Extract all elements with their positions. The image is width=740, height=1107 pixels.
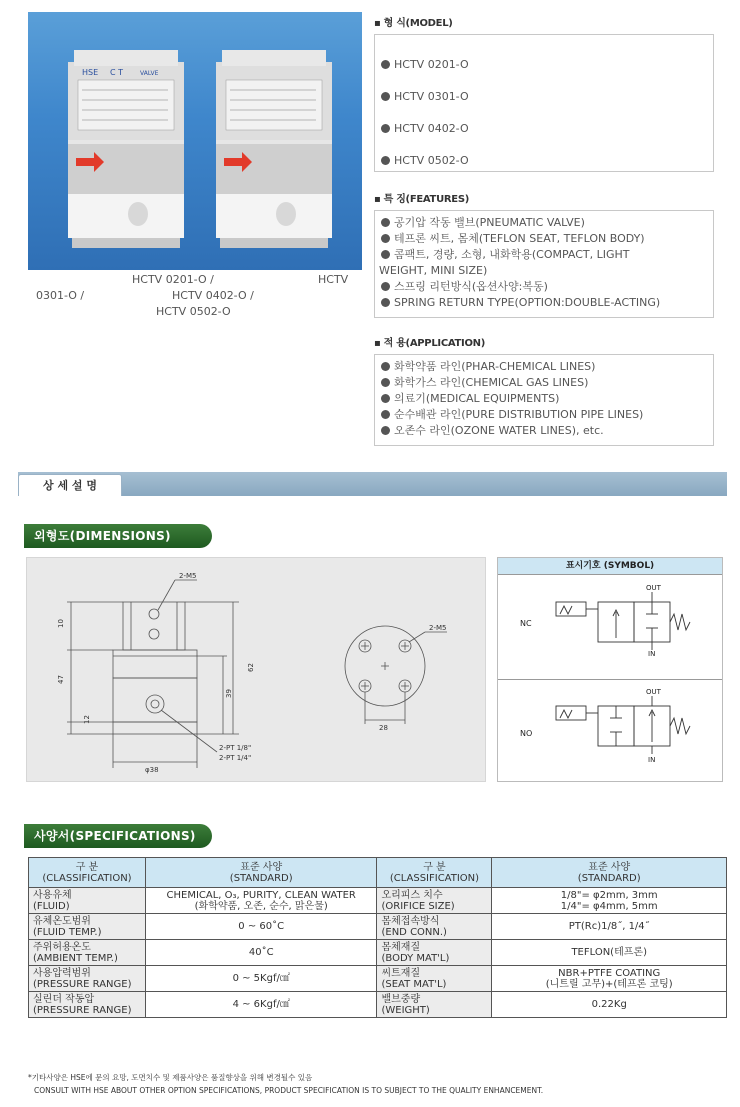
bullet-icon <box>381 378 390 387</box>
svg-text:IN: IN <box>648 756 656 764</box>
dimensions-title: 외형도(DIMENSIONS) <box>24 524 212 548</box>
model-item: HCTV 0402-O <box>381 121 469 137</box>
symbol-svg <box>498 576 722 782</box>
bullet-icon <box>381 298 390 307</box>
bullet-icon <box>381 410 390 419</box>
svg-text:NO: NO <box>520 729 533 738</box>
svg-text:10: 10 <box>57 619 65 628</box>
symbol-box <box>497 557 723 782</box>
bullet-icon <box>381 92 390 101</box>
svg-text:47: 47 <box>57 675 65 684</box>
detail-band <box>18 472 727 496</box>
feature-item: SPRING RETURN TYPE(OPTION:DOUBLE-ACTING) <box>381 295 660 311</box>
bullet-icon <box>381 60 390 69</box>
svg-text:28: 28 <box>379 724 388 732</box>
table-row: 유체온도범위 (FLUID TEMP.) 0 ~ 60˚C 몸체접속방식 (END CONN.) PT(Rc)1/8˝, 1/4˝ <box>29 914 727 940</box>
feature-item: 콤팩트, 경량, 소형, 내화학용(COMPACT, LIGHT <box>381 247 630 263</box>
bullet-icon <box>381 234 390 243</box>
caption-line2-left: 0301-O / <box>36 289 85 302</box>
application-title: ▪ 적 용(APPLICATION) <box>374 338 486 349</box>
table-header-row <box>29 858 727 888</box>
feature-item: 스프링 리턴방식(옵션사양:복동) <box>381 279 548 295</box>
model-box <box>374 34 714 172</box>
feature-item: 공기압 작동 밸브(PNEUMATIC VALVE) <box>381 215 585 231</box>
table-row: 사용압력범위 (PRESSURE RANGE) 0 ~ 5Kgf/㎠ 씨트재질 (SEAT MAT'L) NBR+PTFE COATING (니트릴 고무)+(테프론 코팅) <box>29 966 727 992</box>
product-photo <box>28 12 362 270</box>
bullet-icon <box>381 156 390 165</box>
svg-text:39: 39 <box>225 689 233 698</box>
bullet-icon <box>381 250 390 259</box>
feature-item: 테프론 씨트, 몸체(TEFLON SEAT, TEFLON BODY) <box>381 231 645 247</box>
model-title: ▪ 형 식(MODEL) <box>374 18 453 29</box>
table-row: 실린더 작동압 (PRESSURE RANGE) 4 ~ 6Kgf/㎠ 밸브중량 (WEIGHT) 0.22Kg <box>29 992 727 1018</box>
caption-line3: HCTV 0502-O <box>156 305 231 318</box>
note-korean: *기타사양은 HSE에 문의 요망, 도면치수 및 제품사양은 품질향상을 위해 변경될수 있음 <box>28 1073 313 1082</box>
svg-text:2-PT 1/4": 2-PT 1/4" <box>219 754 252 762</box>
specifications-table <box>28 857 727 1018</box>
bullet-icon <box>381 218 390 227</box>
model-item: HCTV 0301-O <box>381 89 469 105</box>
tab-detail[interactable]: 상 세 설 명 <box>18 474 122 496</box>
svg-text:62: 62 <box>247 663 255 672</box>
bullet-icon <box>381 282 390 291</box>
svg-text:2-M5: 2-M5 <box>429 624 447 632</box>
symbol-title: 표시기호 (SYMBOL) <box>498 558 722 575</box>
application-item: 의료기(MEDICAL EQUIPMENTS) <box>381 391 559 407</box>
specifications-title: 사양서(SPECIFICATIONS) <box>24 824 212 848</box>
header-classification: 구 분 (CLASSIFICATION) <box>29 858 146 888</box>
model-item: HCTV 0502-O <box>381 153 469 169</box>
svg-text:OUT: OUT <box>646 688 661 696</box>
svg-text:C T: C T <box>110 68 124 77</box>
application-item: 순수배관 라인(PURE DISTRIBUTION PIPE LINES) <box>381 407 643 423</box>
svg-text:φ38: φ38 <box>145 766 159 774</box>
svg-text:VALVE: VALVE <box>140 70 159 77</box>
svg-text:HSE: HSE <box>82 68 99 77</box>
header-classification: 구 분 (CLASSIFICATION) <box>377 858 492 888</box>
application-box <box>374 354 714 446</box>
valve-right <box>216 50 332 248</box>
application-item: 오존수 라인(OZONE WATER LINES), etc. <box>381 423 604 439</box>
caption-line2-right: HCTV 0402-O / <box>172 289 254 302</box>
bullet-icon <box>381 426 390 435</box>
svg-text:2-M5: 2-M5 <box>179 572 197 580</box>
caption-line1: HCTV 0201-O / <box>132 273 214 286</box>
bullet-icon <box>381 394 390 403</box>
note-english: CONSULT WITH HSE ABOUT OTHER OPTION SPECIFICATIONS, PRODUCT SPECIFICATION IS TO SUBJECT TO THE QUALITY ENHANCEMENT. <box>34 1086 544 1095</box>
bullet-icon <box>381 362 390 371</box>
table-row: 사용유체 (FLUID) CHEMICAL, O₃, PURITY, CLEAN WATER (화학약품, 오존, 순수, 맑은물) 오리피스 치수 (ORIFICE SIZE) 1/8"= φ2mm, 3mm 1/4"= φ4mm, 5mm <box>29 888 727 914</box>
caption-line1-right: HCTV <box>318 273 349 286</box>
header-standard: 표준 사양 (STANDARD) <box>492 858 727 888</box>
bullet-icon <box>381 124 390 133</box>
svg-text:OUT: OUT <box>646 584 661 592</box>
application-item: 화학약품 라인(PHAR-CHEMICAL LINES) <box>381 359 595 375</box>
svg-text:IN: IN <box>648 650 656 658</box>
svg-text:12: 12 <box>83 715 91 724</box>
valve-illustration <box>28 12 362 270</box>
svg-text:NC: NC <box>520 619 532 628</box>
svg-text:2-PT 1/8": 2-PT 1/8" <box>219 744 252 752</box>
valve-left <box>68 50 184 248</box>
application-item: 화학가스 라인(CHEMICAL GAS LINES) <box>381 375 588 391</box>
features-box <box>374 210 714 318</box>
feature-continuation: WEIGHT, MINI SIZE) <box>379 264 488 277</box>
table-row: 주위허용온도 (AMBIENT TEMP.) 40˚C 몸체재질 (BODY MAT'L) TEFLON(테프론) <box>29 940 727 966</box>
model-item: HCTV 0201-O <box>381 57 469 73</box>
dimensions-svg <box>27 558 487 783</box>
dimensions-drawing <box>26 557 486 782</box>
header-standard: 표준 사양 (STANDARD) <box>145 858 377 888</box>
features-title: ▪ 특 징(FEATURES) <box>374 194 470 205</box>
